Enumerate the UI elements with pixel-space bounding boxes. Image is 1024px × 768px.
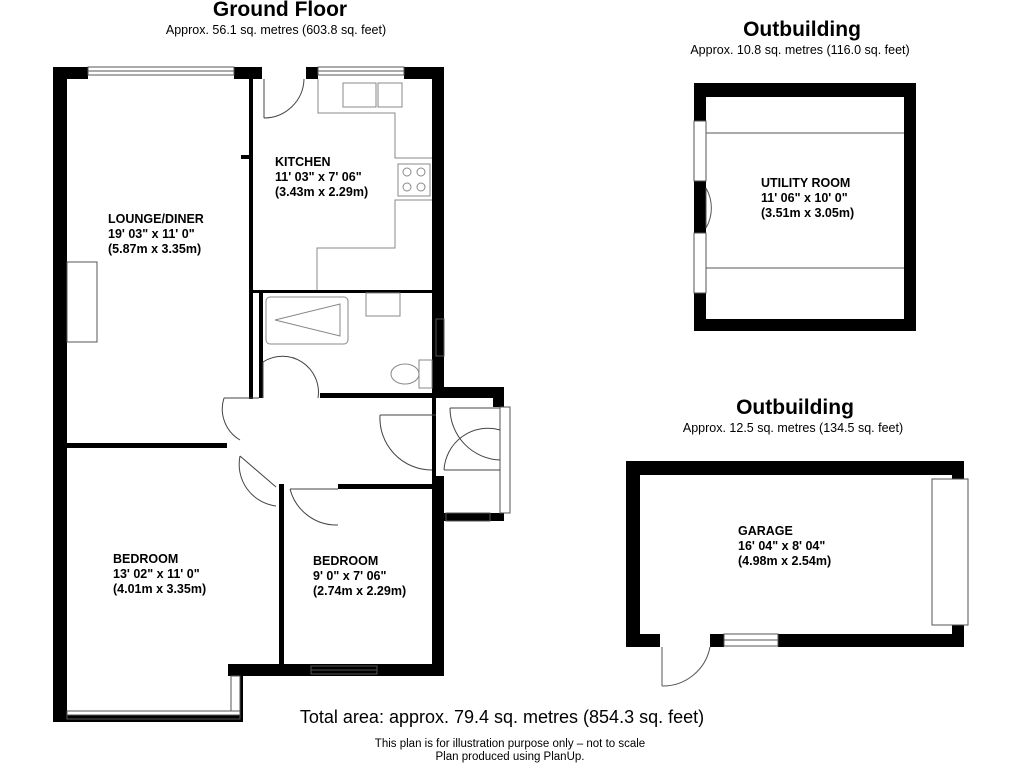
utility-wall-top <box>694 83 916 97</box>
garage-side-door <box>662 647 710 686</box>
garage-wall-top <box>626 461 964 475</box>
utility-wall-left-bottom <box>694 293 706 331</box>
room-size-imperial: 16' 04" x 8' 04" <box>738 539 826 553</box>
room-label-garage <box>738 524 831 569</box>
total-area: Total area: approx. 79.4 sq. metres (854.3 sq. feet) <box>299 707 705 727</box>
room-label-utility-room <box>761 176 854 221</box>
ground-floor-area: Approx. 56.1 sq. metres (603.8 sq. feet) <box>165 23 387 37</box>
garage-door-up-and-over <box>932 479 968 625</box>
room-name: KITCHEN <box>275 155 331 169</box>
garage-details <box>662 479 968 686</box>
room-size-imperial: 11' 03" x 7' 06" <box>275 170 362 184</box>
door-porch-inner <box>444 428 500 470</box>
door-lounge <box>222 398 259 440</box>
room-name: UTILITY ROOM <box>761 176 851 190</box>
utility-outbuilding-area: Approx. 10.8 sq. metres (116.0 sq. feet) <box>690 43 910 57</box>
utility-window-lower <box>694 233 706 293</box>
room-label-bedroom-1 <box>113 552 206 597</box>
room-size-metric: (3.43m x 2.29m) <box>275 185 369 199</box>
room-size-metric: (2.74m x 2.29m) <box>313 584 407 598</box>
utility-door <box>706 188 711 228</box>
hob-ring <box>403 183 411 191</box>
garage-outbuilding-title: Outbuilding <box>736 396 854 419</box>
room-size-imperial: 13' 02" x 11' 0" <box>113 567 200 581</box>
kitchen-worktop <box>318 79 432 158</box>
door-kitchen-back <box>264 79 304 118</box>
room-size-imperial: 19' 03" x 11' 0" <box>108 227 195 241</box>
wall-top-left <box>53 67 88 79</box>
wall-kitchen-bathroom <box>253 290 432 293</box>
disclaimer <box>375 738 645 764</box>
ground-floor-doors <box>222 79 500 525</box>
toilet <box>391 364 419 384</box>
utility-wall-right <box>904 83 916 331</box>
wall-left <box>53 67 67 722</box>
wall-bed-divider <box>279 484 284 676</box>
room-size-metric: (4.01m x 3.35m) <box>113 582 207 596</box>
door-bedroom2 <box>290 489 338 525</box>
wall-lounge-bedroom <box>67 443 227 448</box>
wall-bathroom-bottom <box>320 393 432 398</box>
ground-floor-title: Ground Floor <box>212 0 348 21</box>
kitchen-sink <box>343 83 376 107</box>
wall-bed2-top <box>338 484 436 489</box>
toilet-cistern <box>419 360 432 388</box>
window-lounge-side <box>67 262 97 342</box>
utility-wall-left-top <box>694 83 706 121</box>
room-size-metric: (5.87m x 3.35m) <box>108 242 202 256</box>
room-name: BEDROOM <box>113 552 179 566</box>
room-size-imperial: 11' 06" x 10' 0" <box>761 191 848 205</box>
hob-ring <box>403 168 411 176</box>
garage-wall-bottom-left <box>626 634 660 647</box>
hob-ring <box>417 168 425 176</box>
room-name: LOUNGE/DINER <box>108 212 204 226</box>
bathroom-basin <box>366 293 400 316</box>
room-name: BEDROOM <box>313 554 379 568</box>
garage-outbuilding-area: Approx. 12.5 sq. metres (134.5 sq. feet) <box>682 421 904 435</box>
disclaimer-line-2: Plan produced using PlanUp. <box>435 751 585 763</box>
room-name: GARAGE <box>738 524 793 538</box>
hob-ring <box>417 183 425 191</box>
garage-wall-bottom-mid <box>710 634 724 647</box>
ground-floor-fixtures <box>266 79 432 388</box>
utility-outbuilding-title: Outbuilding <box>743 18 861 41</box>
room-size-metric: (4.98m x 2.54m) <box>738 554 832 568</box>
utility-wall-bottom <box>694 319 916 331</box>
wall-bathroom-left <box>259 290 263 398</box>
kitchen-drainer <box>378 83 402 107</box>
garage-wall-right-top <box>952 461 964 479</box>
wall-right-lower <box>432 476 444 676</box>
door-front <box>380 415 436 470</box>
window-porch-side <box>500 407 510 513</box>
room-label-bedroom-2 <box>313 554 406 599</box>
wall-right-upper <box>432 67 444 387</box>
kitchen-worktop-lower <box>317 200 432 290</box>
door-bathroom <box>263 356 318 398</box>
garage-wall-left <box>626 461 640 647</box>
wall-lounge-kitchen <box>249 79 253 399</box>
room-label-lounge-diner <box>108 212 204 257</box>
garage-wall-bottom-right <box>778 634 964 647</box>
room-size-metric: (3.51m x 3.05m) <box>761 206 855 220</box>
wall-hall-right <box>493 387 504 407</box>
wall-top-mid <box>234 67 262 79</box>
wall-hall-right-inner <box>432 398 436 478</box>
window-bay-side <box>231 676 240 711</box>
wall-kitchen-stub <box>241 155 253 159</box>
bathtub-drain <box>275 304 340 336</box>
kitchen-hob <box>398 164 430 196</box>
door-porch <box>450 408 500 460</box>
room-label-kitchen <box>275 155 368 200</box>
utility-window-upper <box>694 121 706 181</box>
disclaimer-line-1: This plan is for illustration purpose only – not to scale <box>374 738 646 750</box>
room-size-imperial: 9' 0" x 7' 06" <box>313 569 387 583</box>
wall-top-kitchen <box>306 67 318 79</box>
utility-wall-left-mid <box>694 181 706 233</box>
door-bedroom1 <box>239 456 276 506</box>
